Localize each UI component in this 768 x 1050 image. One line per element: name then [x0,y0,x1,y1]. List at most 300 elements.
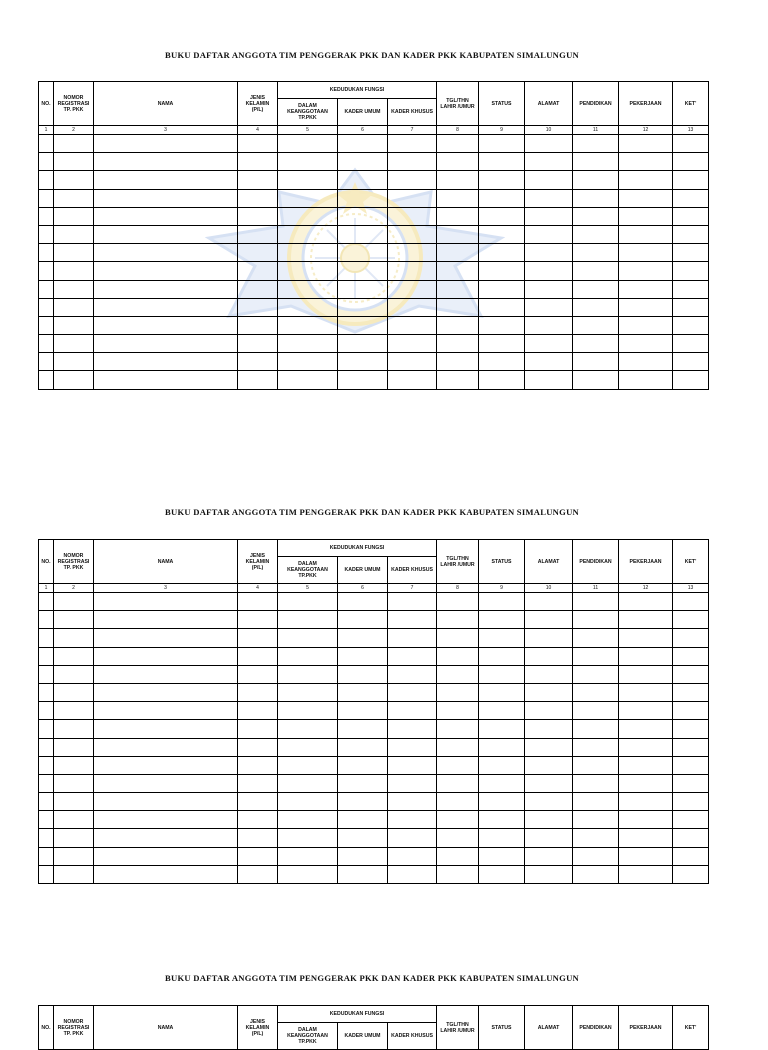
col-header-status: STATUS [479,1006,525,1050]
table-cell [573,811,619,829]
col-group-kedudukan-fungsi: KEDUDUKAN FUNGSI [278,540,437,557]
col-header-tgl-lahir: TGL/THN LAHIR /UMUR [437,1006,479,1050]
table-cell [238,665,278,683]
table-cell [338,298,388,316]
table-cell [278,774,338,792]
table-cell [338,738,388,756]
table-cell [338,611,388,629]
table-cell [94,683,238,701]
col-header-nomor-registrasi: NOMOR REGISTRASI TP. PKK [54,1006,94,1050]
table-cell [673,865,709,883]
col-header-alamat: ALAMAT [525,540,573,584]
table-cell [338,593,388,611]
col-number: 9 [479,126,525,135]
col-number: 1 [39,126,54,135]
table-cell [278,207,338,225]
table-cell [437,738,479,756]
table-cell [94,629,238,647]
table-cell [338,371,388,389]
table-cell [39,865,54,883]
table-cell [388,225,437,243]
col-header-jenis-kelamin: JENIS KELAMIN (P/L) [238,1006,278,1050]
col-number: 4 [238,126,278,135]
table-cell [673,847,709,865]
table-cell [54,371,94,389]
table-cell [338,811,388,829]
table-cell [388,353,437,371]
table-cell [94,280,238,298]
table-cell [39,153,54,171]
table-cell [479,720,525,738]
table-cell [278,353,338,371]
table-cell [238,189,278,207]
table-cell [94,793,238,811]
table-cell [338,225,388,243]
table-cell [278,316,338,334]
table-cell [388,316,437,334]
col-header-kader-umum: KADER UMUM [338,99,388,126]
table-cell [54,316,94,334]
col-header-dalam-keanggotaan: DALAM KEANGGOTAAN TP.PKK [278,557,338,584]
table-cell [525,738,573,756]
col-number: 5 [278,126,338,135]
table-cell [388,811,437,829]
table-cell [673,262,709,280]
table-cell [388,647,437,665]
table-cell [54,865,94,883]
table-cell [338,629,388,647]
table-cell [673,774,709,792]
table-cell [94,811,238,829]
table-cell [278,262,338,280]
table-cell [94,135,238,153]
table-cell [388,371,437,389]
table-cell [479,811,525,829]
table-cell [39,629,54,647]
table-cell [238,153,278,171]
table-cell [238,865,278,883]
table-cell [54,593,94,611]
table-row [39,262,709,280]
table-cell [54,683,94,701]
table-cell [479,611,525,629]
table-cell [479,280,525,298]
table-cell [94,774,238,792]
table-cell [278,371,338,389]
table-cell [573,720,619,738]
table-cell [573,371,619,389]
table-cell [238,207,278,225]
table-cell [573,353,619,371]
table-cell [94,756,238,774]
table-cell [573,316,619,334]
table-cell [39,847,54,865]
table-cell [278,280,338,298]
col-number: 13 [673,126,709,135]
table-cell [94,829,238,847]
table-cell [94,665,238,683]
table-cell [39,135,54,153]
table-cell [54,298,94,316]
col-header-nomor-registrasi: NOMOR REGISTRASI TP. PKK [54,82,94,126]
col-header-pendidikan: PENDIDIKAN [573,1006,619,1050]
table-cell [479,793,525,811]
table-cell [619,756,673,774]
table-cell [338,353,388,371]
col-header-status: STATUS [479,540,525,584]
table-cell [54,244,94,262]
table-cell [437,207,479,225]
table-cell [39,683,54,701]
col-header-kader-umum: KADER UMUM [338,557,388,584]
table-cell [54,720,94,738]
col-header-pekerjaan: PEKERJAAN [619,1006,673,1050]
table-row [39,665,709,683]
table-row [39,629,709,647]
table-cell [338,189,388,207]
table-cell [437,647,479,665]
col-header-ket: KET' [673,82,709,126]
table-cell [525,207,573,225]
col-header-dalam-keanggotaan: DALAM KEANGGOTAAN TP.PKK [278,99,338,126]
table-cell [54,153,94,171]
col-header-jenis-kelamin: JENIS KELAMIN (P/L) [238,82,278,126]
table-cell [388,611,437,629]
col-number: 12 [619,126,673,135]
table-cell [437,153,479,171]
table-cell [673,665,709,683]
table-cell [338,647,388,665]
table-cell [94,847,238,865]
table-cell [573,171,619,189]
table-cell [619,702,673,720]
table-cell [388,262,437,280]
table-cell [619,225,673,243]
table-cell [94,335,238,353]
table-cell [479,774,525,792]
table-cell [573,774,619,792]
col-number: 4 [238,584,278,593]
table-row [39,153,709,171]
table-cell [573,629,619,647]
table-cell [619,135,673,153]
table-cell [525,865,573,883]
col-header-no: NO. [39,540,54,584]
table-cell [338,847,388,865]
table-cell [437,298,479,316]
table-cell [278,756,338,774]
table-cell [278,244,338,262]
table-cell [673,720,709,738]
table-cell [525,793,573,811]
table-cell [338,135,388,153]
table-cell [437,720,479,738]
table-cell [238,135,278,153]
table-cell [238,611,278,629]
table-cell [54,225,94,243]
table-row [39,593,709,611]
table-cell [338,756,388,774]
table-cell [479,244,525,262]
table-cell [525,353,573,371]
table-cell [619,811,673,829]
table-cell [479,298,525,316]
table-cell [278,811,338,829]
table-cell [238,702,278,720]
table-cell [388,244,437,262]
table-cell [525,593,573,611]
table-cell [278,611,338,629]
table-cell [619,353,673,371]
table-row [39,829,709,847]
table-cell [338,720,388,738]
table-cell [388,720,437,738]
table-cell [54,738,94,756]
table-cell [573,189,619,207]
table-cell [437,811,479,829]
table-cell [338,207,388,225]
table-cell [437,316,479,334]
col-header-pendidikan: PENDIDIKAN [573,540,619,584]
col-number: 12 [619,584,673,593]
table-cell [525,298,573,316]
table-cell [619,829,673,847]
col-header-pekerjaan: PEKERJAAN [619,540,673,584]
table-cell [54,207,94,225]
table-cell [525,829,573,847]
table-cell [619,298,673,316]
col-header-nama: NAMA [94,82,238,126]
table-cell [673,829,709,847]
table-cell [94,244,238,262]
table-cell [619,280,673,298]
table-cell [278,793,338,811]
table-cell [673,225,709,243]
col-group-kedudukan-fungsi: KEDUDUKAN FUNGSI [278,82,437,99]
table-cell [619,720,673,738]
table-cell [619,316,673,334]
table-cell [479,865,525,883]
table-cell [388,280,437,298]
table-cell [619,793,673,811]
table-cell [238,811,278,829]
table-cell [338,665,388,683]
col-header-alamat: ALAMAT [525,1006,573,1050]
table-cell [525,371,573,389]
col-number: 8 [437,126,479,135]
table-cell [54,629,94,647]
table-cell [525,316,573,334]
table-cell [525,171,573,189]
table-cell [54,611,94,629]
table-cell [479,665,525,683]
table-cell [278,298,338,316]
table-cell [673,811,709,829]
table-cell [525,647,573,665]
table-cell [388,756,437,774]
table-cell [573,865,619,883]
table-cell [673,244,709,262]
table-cell [673,353,709,371]
table-cell [238,244,278,262]
table-row [39,774,709,792]
table-cell [437,702,479,720]
table-cell [39,756,54,774]
table-row [39,793,709,811]
table-cell [573,135,619,153]
table-cell [54,665,94,683]
table-cell [619,629,673,647]
table-cell [388,171,437,189]
table-cell [238,720,278,738]
table-cell [278,738,338,756]
table-cell [278,225,338,243]
table-cell [238,756,278,774]
table-cell [54,135,94,153]
table-row [39,225,709,243]
table-cell [94,647,238,665]
col-number: 3 [94,584,238,593]
table-cell [388,865,437,883]
table-cell [479,189,525,207]
table-cell [525,756,573,774]
table-cell [573,280,619,298]
col-header-ket: KET' [673,540,709,584]
table-row [39,756,709,774]
table-cell [437,171,479,189]
table-cell [388,829,437,847]
table-cell [437,829,479,847]
table-cell [437,280,479,298]
table-cell [479,847,525,865]
register-table [38,81,709,390]
col-header-alamat: ALAMAT [525,82,573,126]
table-cell [39,189,54,207]
col-header-tgl-lahir: TGL/THN LAHIR /UMUR [437,82,479,126]
table-cell [525,629,573,647]
table-cell [479,153,525,171]
table-cell [54,353,94,371]
table-cell [39,793,54,811]
table-cell [39,244,54,262]
table-cell [39,774,54,792]
table-cell [238,353,278,371]
table-cell [673,738,709,756]
table-cell [338,865,388,883]
table-cell [673,335,709,353]
table-cell [573,244,619,262]
table-cell [54,335,94,353]
table-cell [39,829,54,847]
table-cell [673,756,709,774]
table-cell [437,593,479,611]
table-cell [94,720,238,738]
column-number-row [39,584,709,593]
table-cell [673,135,709,153]
table-cell [479,683,525,701]
table-row [39,207,709,225]
table-cell [338,774,388,792]
table-cell [238,683,278,701]
table-cell [673,593,709,611]
col-group-kedudukan-fungsi: KEDUDUKAN FUNGSI [278,1006,437,1023]
table-cell [388,793,437,811]
table-cell [39,207,54,225]
table-cell [338,244,388,262]
table-cell [238,371,278,389]
table-cell [479,829,525,847]
table-cell [619,611,673,629]
table-cell [525,811,573,829]
table-cell [278,829,338,847]
table-cell [673,298,709,316]
table-cell [673,280,709,298]
table-cell [388,335,437,353]
table-cell [525,135,573,153]
table-cell [278,847,338,865]
table-cell [238,829,278,847]
table-cell [278,135,338,153]
table-cell [278,683,338,701]
col-header-nama: NAMA [94,540,238,584]
page-title: BUKU DAFTAR ANGGOTA TIM PENGGERAK PKK DAN KADER PKK KABUPATEN SIMALUNGUN [165,50,579,60]
table-cell [338,280,388,298]
table-cell [238,316,278,334]
table-cell [437,774,479,792]
table-cell [479,262,525,280]
table-cell [94,353,238,371]
table-cell [673,153,709,171]
col-header-nama: NAMA [94,1006,238,1050]
col-number: 8 [437,584,479,593]
table-row [39,189,709,207]
table-cell [619,847,673,865]
table-cell [94,298,238,316]
table-cell [479,135,525,153]
table-cell [437,335,479,353]
table-cell [437,371,479,389]
col-header-pekerjaan: PEKERJAAN [619,82,673,126]
table-cell [673,611,709,629]
col-number: 2 [54,126,94,135]
col-header-kader-khusus: KADER KHUSUS [388,557,437,584]
table-cell [39,647,54,665]
table-cell [94,171,238,189]
table-row [39,683,709,701]
col-header-status: STATUS [479,82,525,126]
table-cell [479,207,525,225]
table-row [39,702,709,720]
table-cell [338,316,388,334]
table-cell [94,738,238,756]
table-cell [238,647,278,665]
table-cell [54,647,94,665]
table-row [39,720,709,738]
table-cell [39,738,54,756]
table-cell [39,298,54,316]
table-cell [525,720,573,738]
table-cell [39,593,54,611]
col-header-pendidikan: PENDIDIKAN [573,82,619,126]
table-cell [673,683,709,701]
table-cell [54,189,94,207]
col-number: 11 [573,584,619,593]
table-cell [619,262,673,280]
table-cell [525,262,573,280]
col-number: 6 [338,126,388,135]
table-cell [619,683,673,701]
table-cell [94,225,238,243]
